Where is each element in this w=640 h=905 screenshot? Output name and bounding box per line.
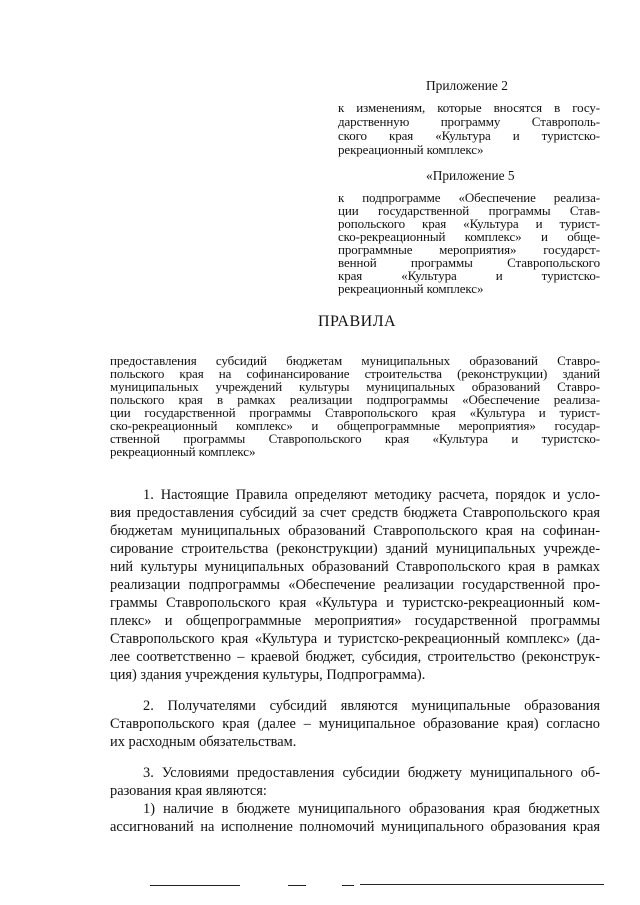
appendix-2-desc-line: ского края «Культура и туристско- <box>338 128 600 143</box>
paragraph-1-line: бюджетам муниципальных образований Ставропольского края на софинан- <box>110 523 600 539</box>
footer-rule <box>150 885 240 886</box>
appendix-5-desc-line: ско-рекреационный комплекс» и обще- <box>338 229 600 244</box>
paragraph-2-line: их расходным обязательствам. <box>110 734 297 750</box>
paragraph-3-line: разования края являются: <box>110 783 267 799</box>
subtitle-line: ственной программы Ставропольского края «Культура и туристско- <box>110 431 600 446</box>
appendix-5-desc-line: края «Культура и туристско- <box>338 268 600 283</box>
subtitle-line: ско-рекреационный комплекс» и общепрограммные мероприятия» государ- <box>110 418 600 433</box>
footer-rule <box>342 885 354 886</box>
list-item-line: ассигнований на исполнение полномочий муниципального образования края <box>110 819 600 835</box>
paragraph-1-line: лее соответственно – краевой бюджет, субсидия, строительство (реконструк- <box>110 649 600 665</box>
appendix-5-desc-line: ропольского края «Культура и турист- <box>338 216 600 231</box>
paragraph-1-line: 1. Настоящие Правила определяют методику расчета, порядок и усло- <box>143 487 600 503</box>
paragraph-2-line: 2. Получателями субсидий являются муниципальные образования <box>143 698 600 714</box>
appendix-2-label: Приложение 2 <box>426 78 508 93</box>
appendix-2-desc-line: рекреационный комплекс» <box>338 142 484 157</box>
paragraph-1-line: вия предоставления субсидий за счет средств бюджета Ставропольского края <box>110 505 600 521</box>
paragraph-1-line: ний культуры муниципальных образований Ставропольского края в рамках <box>110 559 600 575</box>
subtitle-line: муниципальных учреждений культуры муниципальных образований Ставро- <box>110 379 600 394</box>
subtitle-line: польского края в рамках реализации подпрограммы «Обеспечение реализа- <box>110 392 600 407</box>
appendix-2-desc-line: к изменениям, которые вносятся в госу- <box>338 100 600 115</box>
list-item-line: 1) наличие в бюджете муниципального образования края бюджетных <box>143 801 600 817</box>
appendix-5-desc-line: к подпрограмме «Обеспечение реализа- <box>338 190 600 205</box>
subtitle-line: рекреационный комплекс» <box>110 444 256 459</box>
paragraph-1-line: плекс» и общепрограммные мероприятия» государственной программы <box>110 613 600 629</box>
subtitle-line: польского края на софинансирование строительства (реконструкции) зданий <box>110 366 600 381</box>
appendix-5-desc-line: венной программы Ставропольского <box>338 255 600 270</box>
subtitle-line: предоставления субсидий бюджетам муниципальных образований Ставро- <box>110 353 600 368</box>
footer-rule <box>360 884 604 885</box>
appendix-5-desc-line: программные мероприятия» государст- <box>338 242 600 257</box>
paragraph-2-line: Ставропольского края (далее – муниципальное образование края) согласно <box>110 716 600 732</box>
paragraph-1-line: Ставропольского края «Культура и туристско-рекреационный комплекс» (да- <box>110 631 600 647</box>
footer-rule <box>288 885 306 886</box>
appendix-5-desc-line: ции государственной программы Став- <box>338 203 600 218</box>
paragraph-1-line: сирование строительства (реконструкции) зданий муниципальных учрежде- <box>110 541 600 557</box>
paragraph-1-line: реализации подпрограммы «Обеспечение реализации государственной про- <box>110 577 600 593</box>
appendix-2-desc-line: дарственную программу Ставрополь- <box>338 114 600 129</box>
paragraph-3-line: 3. Условиями предоставления субсидии бюджету муниципального об- <box>143 765 600 781</box>
paragraph-1-line: граммы Ставропольского края «Культура и туристско-рекреационный ком- <box>110 595 600 611</box>
paragraph-1-line: ция) здания учреждения культуры, Подпрограмма). <box>110 667 426 683</box>
document-title: ПРАВИЛА <box>318 313 397 330</box>
appendix-5-label: «Приложение 5 <box>426 168 515 183</box>
appendix-5-desc-line: рекреационный комплекс» <box>338 281 484 296</box>
subtitle-line: ции государственной программы Ставропольского края «Культура и турист- <box>110 405 600 420</box>
